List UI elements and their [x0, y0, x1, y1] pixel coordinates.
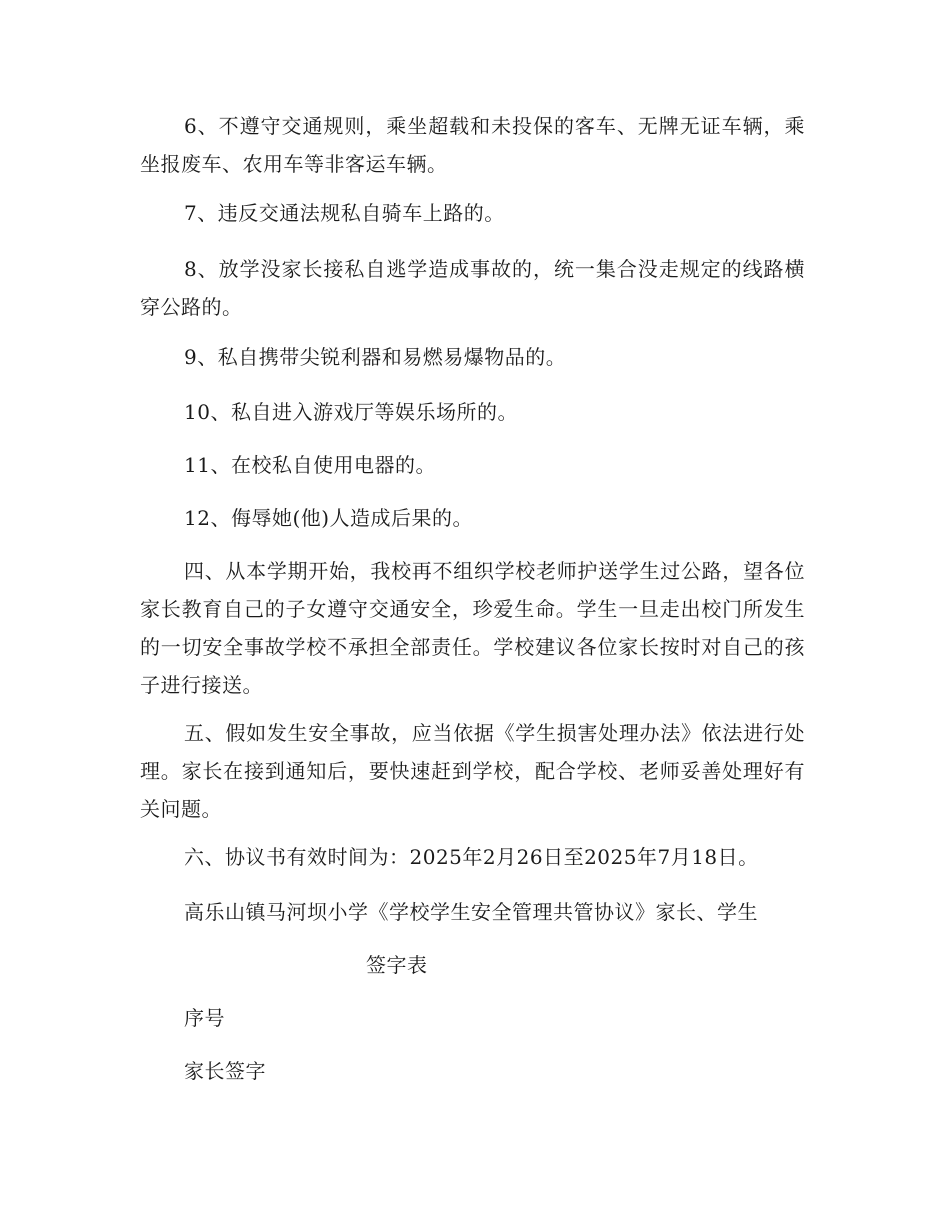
item-12: 12、侮辱她(他)人造成后果的。 [184, 506, 474, 530]
section-6: 六、协议书有效时间为：2025年2月26日至2025年7月18日。 [184, 845, 759, 869]
item-6: 6、不遵守交通规则，乘坐超载和未投保的客车、无牌无证车辆，乘坐报废车、农用车等非客运车辆。 [140, 114, 805, 176]
section-4: 四、从本学期开始，我校再不组织学校老师护送学生过公路，望各位家长教育自己的子女遵守交通安全，珍爱生命。学生一旦走出校门所发生的一切安全事故学校不承担全部责任。学校建议各位家长按时对自己的孩子进行接送。 [140, 559, 805, 697]
item-7: 7、违反交通法规私自骑车上路的。 [184, 201, 505, 225]
field-parent-signature: 家长签字 [184, 1059, 266, 1083]
item-11: 11、在校私自使用电器的。 [184, 453, 436, 477]
sign-table-title-cont: 签字表 [366, 953, 428, 977]
item-8: 8、放学没家长接私自逃学造成事故的，统一集合没走规定的线路横穿公路的。 [140, 257, 805, 319]
item-10: 10、私自进入游戏厅等娱乐场所的。 [184, 400, 518, 424]
item-9: 9、私自携带尖锐利器和易燃易爆物品的。 [184, 345, 567, 369]
sign-table-title: 高乐山镇马河坝小学《学校学生安全管理共管协议》家长、学生 [184, 900, 758, 924]
field-serial-number: 序号 [184, 1006, 225, 1030]
section-5: 五、假如发生安全事故，应当依据《学生损害处理办法》依法进行处理。家长在接到通知后，要快速赶到学校，配合学校、老师妥善处理好有关问题。 [140, 721, 805, 821]
